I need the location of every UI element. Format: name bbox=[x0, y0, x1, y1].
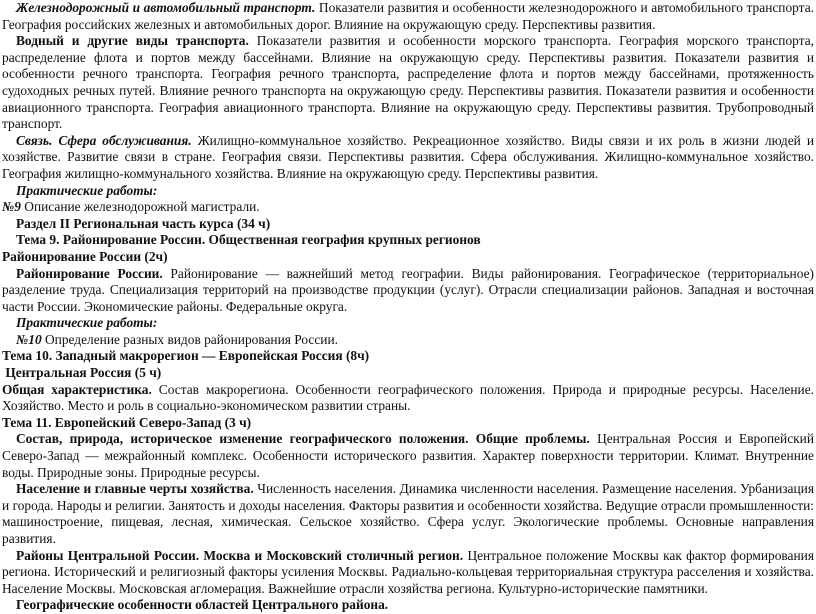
paragraph-heading: Состав, природа, историческое изменение географического положения. Общие проблемы. bbox=[16, 431, 590, 447]
practical-works-label: Практические работы: bbox=[16, 182, 158, 198]
paragraph-composition-nature bbox=[2, 431, 814, 481]
topic-heading: Тема 11. Европейский Северо-Запад (3 ч) bbox=[2, 414, 252, 430]
paragraph-central-district-regions bbox=[2, 597, 814, 614]
paragraph-text: Центральная Россия и Европейский Северо-Запад — межрайонный комплекс. Особенности исторического развития. Характер поверхности территории. Климат. Внутренние воды. Природные зоны. Природные ресурсы. bbox=[2, 431, 814, 480]
topic-heading: Тема 9. Районирование России. Общественная география крупных регионов bbox=[16, 232, 481, 248]
practical-work-text: Определение разных видов районирования России. bbox=[41, 331, 338, 347]
paragraph-heading: Связь. Сфера обслуживания. bbox=[16, 132, 192, 148]
paragraph-heading: Районы Центральной России. Москва и Московский столичный регион. bbox=[16, 547, 464, 563]
paragraph-text: Состав макрорегиона. Особенности географического положения. Природа и природные ресурсы. Население. Хозяйство. Место и роль в социально-экономическом развитии страны. bbox=[2, 381, 814, 414]
practical-work-number: №10 bbox=[16, 331, 42, 347]
paragraph-communication bbox=[2, 133, 814, 183]
paragraph-regionalization bbox=[2, 266, 814, 316]
paragraph-heading: Водный и другие виды транспорта. bbox=[16, 33, 249, 49]
practical-work-item bbox=[2, 199, 814, 216]
paragraph-text: Численность населения. Динамика численности населения. Размещение населения. Урбанизация и города. Народы и религии. Занятость и доходы населения. Факторы развития и особенности хозяйства. Ведущие отрасли промышленности: машиностроение, пищевая, лесная, химическая. Сельское хозяйство. Сфера услуг. Экологические проблемы. Основные направления развития. bbox=[2, 481, 814, 546]
paragraph-text: Жилищно-коммунальное хозяйство. Рекреационное хозяйство. Виды связи и их роль в жизни людей и хозяйстве. Развитие связи в стране. География связи. Перспективы развития. Сфера обслуживания. Жилищно-коммунальное хозяйство. География жилищно-коммунального хозяйства. Влияние на окружающую среду. Перспективы развития. bbox=[2, 132, 814, 181]
paragraph-water-transport bbox=[2, 33, 814, 133]
paragraph-heading: Географические особенности областей Центрального района. bbox=[16, 597, 389, 613]
subtopic-heading: Районирование России (2ч) bbox=[2, 248, 168, 264]
paragraph-text: Показатели развития и особенности морского транспорта. География морского транспорта, распределение флота и портов между бассейнами. Влияние на окружающую среду. Перспективы развития. Показатели развития и особенности речного транспорта. География речного транспорта, распределение флота и портов между бассейнами, протяженность судоходных речных путей. Влияние речного транспорта на окружающую среду. Перспективы развития. Показатели развития и особенности авиационного транспорта. География авиационного транспорта. Влияние на окружающую среду. Перспективы развития. Трубопроводный транспорт. bbox=[2, 33, 814, 132]
paragraph-heading: Население и главные черты хозяйства. bbox=[16, 481, 254, 497]
paragraph-text: Районирование — важнейший метод географии. Виды районирования. Географическое (территориальное) разделение труда. Специализация территорий на производстве продукции (услуг). Отрасли специализации районов. Западная и восточная части России. Экономические районы. Федеральные округа. bbox=[2, 265, 814, 314]
paragraph-heading: Районирование России. bbox=[16, 265, 163, 281]
subtopic-heading: Центральная Россия (5 ч) bbox=[2, 365, 162, 381]
practical-works-label: Практические работы: bbox=[16, 315, 158, 331]
practical-work-text: Описание железнодорожной магистрали. bbox=[20, 199, 260, 215]
practical-work-number: №9 bbox=[2, 199, 21, 215]
topic-heading: Тема 10. Западный макрорегион — Европейская Россия (8ч) bbox=[2, 348, 370, 364]
paragraph-central-russia-regions bbox=[2, 548, 814, 598]
paragraph-heading: Общая характеристика. bbox=[2, 381, 152, 397]
section-heading: Раздел II Региональная часть курса (34 ч) bbox=[16, 215, 271, 231]
practical-work-item bbox=[2, 332, 814, 349]
paragraph-rail-road-transport bbox=[2, 0, 814, 33]
paragraph-heading: Железнодорожный и автомобильный транспорт. bbox=[16, 0, 316, 15]
paragraph-text: Показатели развития и особенности железнодорожного и автомобильного транспорта. География российских железных и автомобильных дорог. Влияние на окружающую среду. Перспективы развития. bbox=[2, 0, 814, 32]
paragraph-population-economy bbox=[2, 481, 814, 547]
paragraph-text: Центральное положение Москвы как фактор формирования региона. Исторический и религиозный факторы усиления Москвы. Радиально-кольцевая территориальная структура расселения и хозяйства. Население Москвы. Московская агломерация. Важнейшие отрасли хозяйства региона. Культурно-исторические памятники. bbox=[2, 547, 814, 596]
paragraph-general-characteristics bbox=[2, 382, 814, 415]
